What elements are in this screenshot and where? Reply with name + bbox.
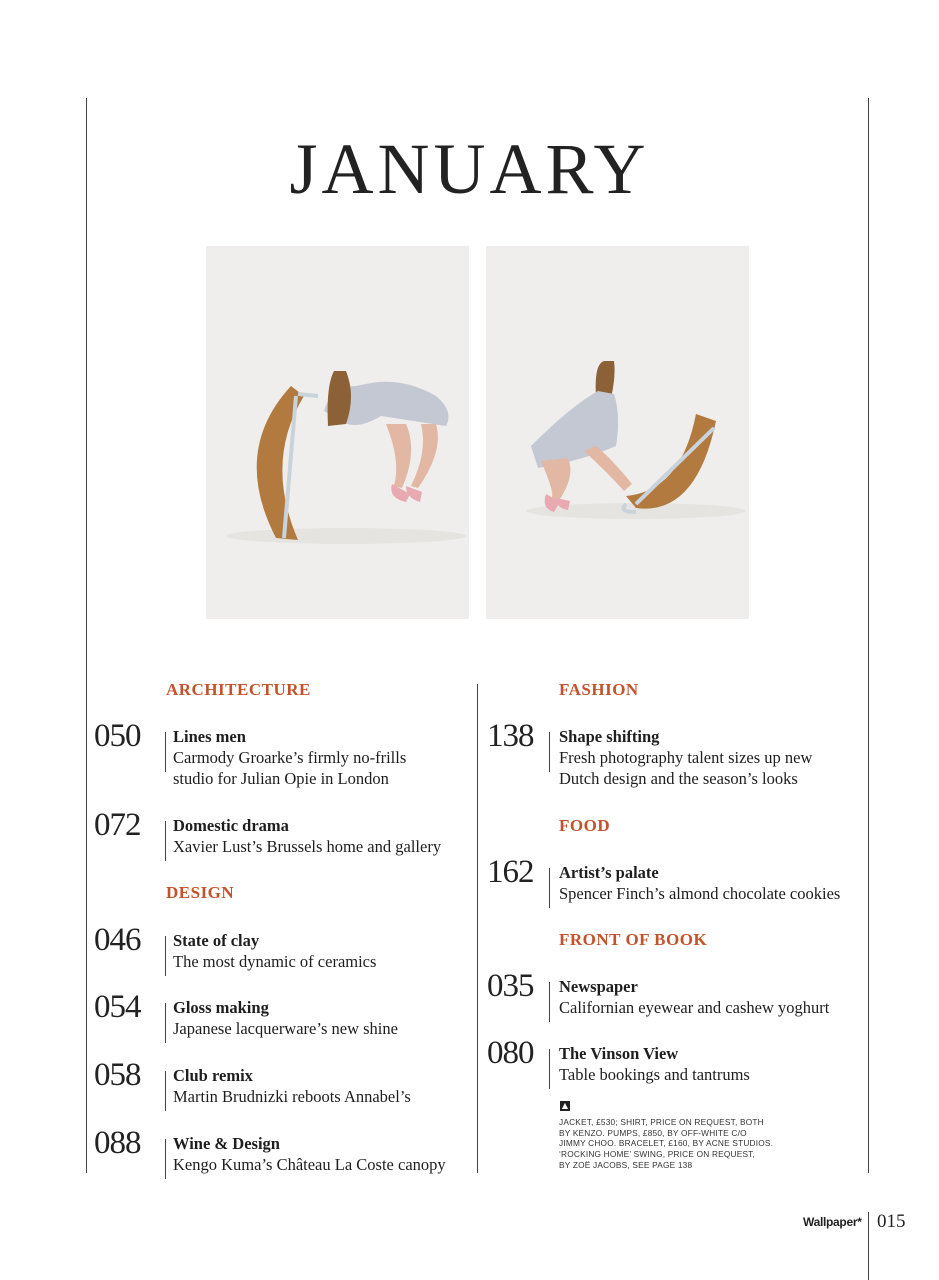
photo-left-illustration: [206, 246, 469, 619]
section-fashion: FASHION: [559, 680, 639, 699]
entry-heading: Club remix: [173, 1066, 253, 1085]
page-number: 080: [487, 1035, 534, 1071]
page-title: JANUARY: [289, 129, 650, 210]
photo-credits-caption: JACKET, £530; SHIRT, PRICE ON REQUEST, BOTH BY KENZO. PUMPS, £850, BY OFF-WHITE C/O JIMMY CHOO. BRACELET, £160, BY ACNE STUDIOS. ‘ROCKING HOME’ SWING, PRICE ON REQUEST, BY ZOË JACOBS, SEE PAGE 138: [559, 1117, 774, 1170]
entry-divider: [165, 1139, 166, 1179]
page-number: 138: [487, 718, 534, 754]
page-number: 046: [94, 922, 141, 958]
entry-divider: [165, 1003, 166, 1043]
brand-logo: Wallpaper*: [803, 1215, 862, 1229]
entry-description: Xavier Lust’s Brussels home and gallery: [173, 837, 442, 856]
page-folio: 015: [877, 1211, 906, 1232]
page-number: 058: [94, 1057, 141, 1093]
entry-divider: [549, 732, 550, 772]
entry-heading: Lines men: [173, 727, 246, 746]
photo-right-illustration: [486, 246, 749, 619]
entry-heading: Newspaper: [559, 977, 638, 996]
arrow-up-icon: ▲: [561, 1101, 569, 1110]
entry-divider: [549, 982, 550, 1022]
entry-heading: Gloss making: [173, 998, 269, 1017]
page-number: 050: [94, 718, 141, 754]
fashion-photo-left: [206, 246, 469, 619]
entry-heading: Shape shifting: [559, 727, 660, 746]
entry-divider: [549, 868, 550, 908]
entry-divider: [165, 936, 166, 976]
entry-description: Spencer Finch’s almond chocolate cookies: [559, 884, 841, 903]
entry-heading: Domestic drama: [173, 816, 289, 835]
page-number: 035: [487, 968, 534, 1004]
folio-rule: [868, 1212, 869, 1280]
section-food: FOOD: [559, 816, 611, 835]
entry-description: The most dynamic of ceramics: [173, 952, 377, 971]
page-number: 088: [94, 1125, 141, 1161]
entry-heading: The Vinson View: [559, 1044, 679, 1063]
entry-description: Kengo Kuma’s Château La Coste canopy: [173, 1155, 446, 1174]
entry-heading: Wine & Design: [173, 1134, 280, 1153]
page-number: 054: [94, 989, 141, 1025]
entry-divider: [549, 1049, 550, 1089]
entry-description: Carmody Groarke’s firmly no-frills studio for Julian Opie in London: [173, 748, 407, 788]
section-design: DESIGN: [166, 883, 235, 902]
entry-divider: [165, 821, 166, 861]
entry-divider: [165, 732, 166, 772]
entry-divider: [165, 1071, 166, 1111]
entry-description: Martin Brudnizki reboots Annabel’s: [173, 1087, 411, 1106]
entry-description: Californian eyewear and cashew yoghurt: [559, 998, 830, 1017]
section-front-of-book: FRONT OF BOOK: [559, 930, 708, 949]
entry-description: Fresh photography talent sizes up new Dutch design and the season’s looks: [559, 748, 813, 788]
entry-heading: Artist’s palate: [559, 863, 659, 882]
section-architecture: ARCHITECTURE: [166, 680, 311, 699]
page-number: 162: [487, 854, 534, 890]
entry-description: Japanese lacquerware’s new shine: [173, 1019, 398, 1038]
fashion-photo-right: [486, 246, 749, 619]
entry-heading: State of clay: [173, 931, 260, 950]
entry-description: Table bookings and tantrums: [559, 1065, 750, 1084]
page-number: 072: [94, 807, 141, 843]
left-column-rule: [86, 98, 87, 1173]
